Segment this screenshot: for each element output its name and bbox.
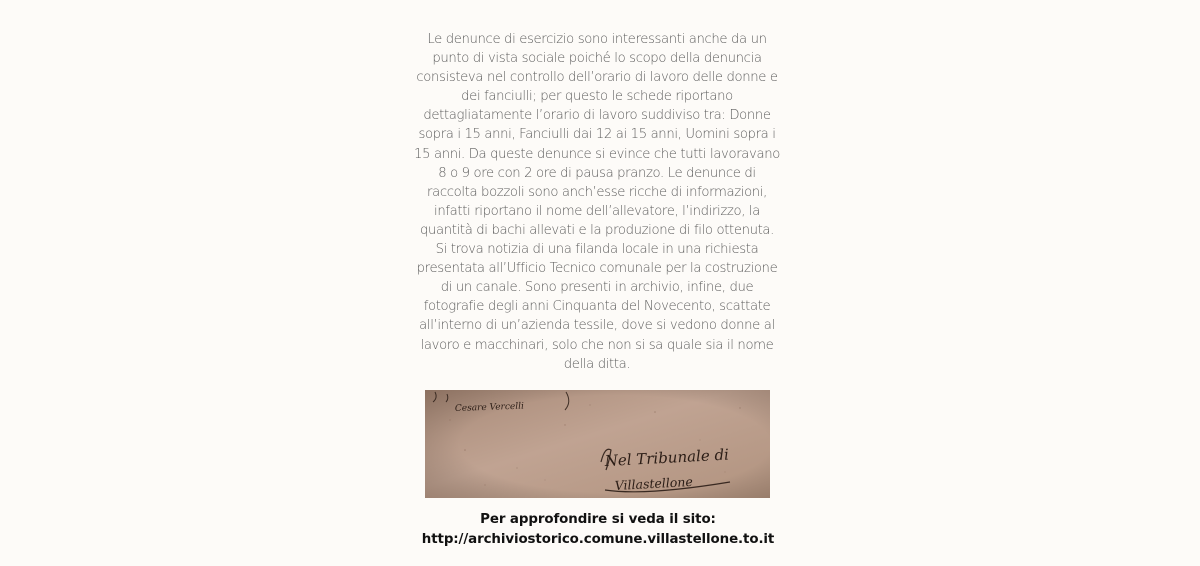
footer: [380, 510, 816, 549]
manuscript-image: [425, 390, 770, 498]
manuscript-line-2: Villastellone: [614, 473, 694, 493]
manuscript-line-top: Cesare Vercelli: [454, 401, 525, 414]
footer-caption: Per approfondire si veda il sito:: [480, 512, 716, 527]
archive-url-link[interactable]: http://archiviostorico.comune.villastellone.to.it: [421, 531, 775, 547]
manuscript-photo: [425, 390, 770, 498]
manuscript-line-1: Nel Tribunale di: [604, 445, 730, 470]
article-paragraph: Le denunce di esercizio sono interessanti anche da un punto di vista sociale poiché lo scopo della denuncia consisteva nel controllo dell’orario di lavoro delle donne e dei fanciulli; per questo le schede riportano dettagliatamente l’orario di lavoro suddiviso tra: Donne sopra i 15 anni, Fanciulli dai 12 ai 15 anni, Uomini sopra i 15 anni. Da queste denunce si evince che tutti lavoravano 8 o 9 ore con 2 ore di pausa pranzo. Le denunce di raccolta bozzoli sono anch’esse ricche di informazioni, infatti riportano il nome dell’allevatore, l’indirizzo, la quantità di bachi allevati e la produzione di filo ottenuta. Si trova notizia di una filanda locale in una richiesta presentata all’Ufficio Tecnico comunale per la costruzione di un canale. Sono presenti in archivio, infine, due fotografie degli anni Cinquanta del Novecento, scattate all’interno di un’azienda tessile, dove si vedono donne al lavoro e macchinari, solo che non si sa quale sia il nome della ditta.: [414, 32, 780, 372]
